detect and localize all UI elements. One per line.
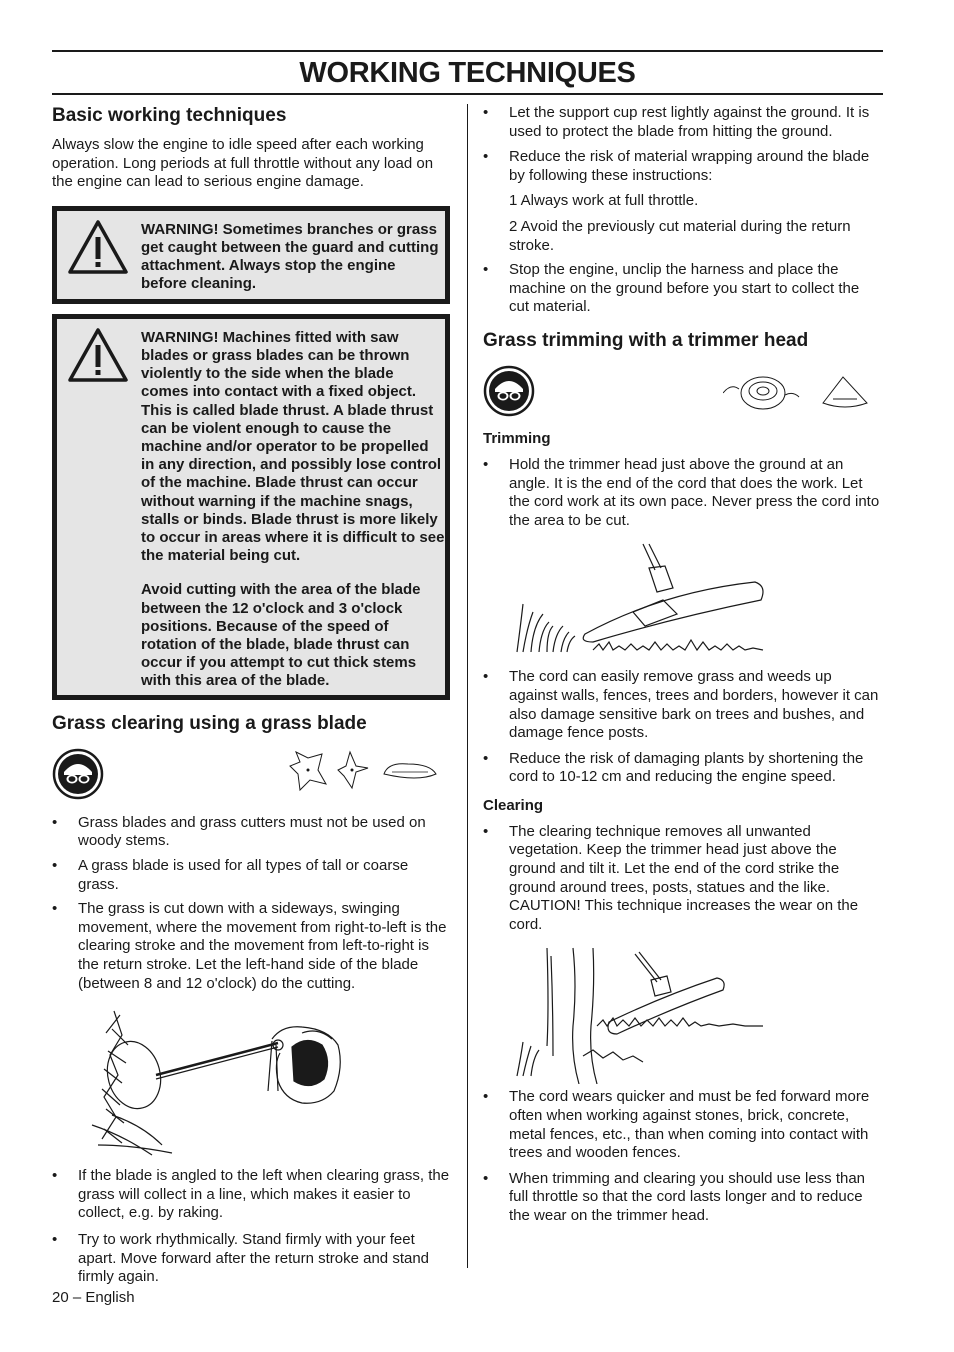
- grass-clearing-heading: Grass clearing using a grass blade: [52, 712, 367, 734]
- grass-blade-types-icon: [288, 748, 438, 794]
- instruction-step: 1 Always work at full throttle.: [509, 192, 699, 210]
- list-item: • The cord wears quicker and must be fed forward more often when working against stones, brick, concrete, metal fences, etc., than when coming into contact with trees and wooden fences.: [483, 1088, 883, 1162]
- list-item: • If the blade is angled to the left when clearing grass, the grass will collect in a line, which makes it easier to collect, e.g. by raking.: [52, 1167, 450, 1223]
- warning-blade-thrust-p2: Avoid cutting with the area of the blade between the 12 o'clock and 3 o'clock positions. Because of the speed of rotation of the blade, blade thrust can occur if you attempt to cut thick stems with this area of the blade.: [141, 581, 421, 690]
- column-divider: [467, 104, 468, 1268]
- list-item: • The clearing technique removes all unwanted vegetation. Keep the trimmer head just above the ground and tilt it. Let the end of the cord strike the ground around trees, posts, statues and the like. CAUTION! This technique increases the wear on the cord.: [483, 823, 883, 935]
- warning-box-branches: [52, 206, 450, 304]
- list-item: • When trimming and clearing you should use less than full throttle so that the cord lasts longer and to reduce the wear on the trimmer head.: [483, 1170, 883, 1226]
- grass-clearing-illustration: [52, 1001, 450, 1167]
- page-footer: 20 – English: [52, 1289, 135, 1306]
- clearing-bullets-2: [483, 1088, 883, 1225]
- basic-techniques-intro: Always slow the engine to idle speed after each working operation. Long periods at full throttle without any load on the engine can lead to serious engine damage.: [52, 136, 434, 191]
- warning-blade-thrust-p1: WARNING! Machines fitted with saw blades or grass blades can be thrown violently to the side when the blade comes into contact with a fixed object. This is called blade thrust. A blade thrust can be violent enough to cause the machine and/or operator to be propelled in any direction, and possibly lose control of the machine. Blade thrust can occur without warning if the machine snags, stalls or binds. Blade thrust is more likely to occur in areas where it is difficult to see the material being cut.: [141, 328, 445, 565]
- protective-equipment-icon: [483, 365, 535, 417]
- list-item: • Hold the trimmer head just above the ground at an angle. It is the end of the cord that does the work. Let the cord work at its own pace. Never press the cord into the area to be cut.: [483, 456, 883, 530]
- list-item: • Try to work rhythmically. Stand firmly with your feet apart. Move forward after the return stroke and stand firmly again.: [52, 1231, 450, 1287]
- trimmer-head-types-icon: [723, 371, 871, 415]
- trimming-subheading: Trimming: [483, 429, 551, 447]
- list-item: • Stop the engine, unclip the harness and place the machine on the ground before you start to collect the cut material.: [483, 261, 883, 317]
- list-item: • The cord can easily remove grass and weeds up against walls, fences, trees and borders, however it can also damage sensitive bark on trees and bushes, and damage fence posts.: [483, 668, 883, 742]
- right-column: [483, 104, 883, 1226]
- header-rule-top: [52, 50, 883, 52]
- trimming-bullets: [483, 456, 883, 530]
- list-item: • Grass blades and grass cutters must not be used on woody stems.: [52, 814, 450, 851]
- instruction-step: 2 Avoid the previously cut material during the return stroke.: [509, 217, 851, 254]
- trimmer-icons-row: [483, 365, 883, 423]
- list-item: • Reduce the risk of material wrapping around the blade by following these instructions:: [483, 148, 883, 185]
- page-title: WORKING TECHNIQUES: [299, 57, 636, 89]
- list-item: • The grass is cut down with a sideways, swinging movement, where the movement from right-to-left is the clearing stroke and the movement from left-to-right is the return stroke. Let the left-hand side of the blade (between 8 and 12 o'clock) do the cutting.: [52, 900, 450, 993]
- trimming-illustration: [483, 538, 883, 668]
- grass-clearing-bullets-2: [52, 1167, 450, 1287]
- basic-techniques-heading: Basic working techniques: [52, 105, 287, 126]
- warning-box-blade-thrust: [52, 314, 450, 700]
- warning-text-branches: WARNING! Sometimes branches or grass get caught between the guard and cutting attachment. Always stop the engine before cleaning.: [141, 220, 439, 293]
- list-item: • A grass blade is used for all types of tall or coarse grass.: [52, 857, 450, 894]
- trimming-bullets-2: [483, 668, 883, 787]
- clearing-illustration: [483, 942, 883, 1088]
- warning-triangle-icon: [67, 327, 129, 388]
- list-item: • Let the support cup rest lightly against the ground. It is used to protect the blade from hitting the ground.: [483, 104, 883, 141]
- list-item: • Reduce the risk of damaging plants by shortening the cord to 10-12 cm and reducing the engine speed.: [483, 750, 883, 787]
- grass-blade-icons-row: [52, 748, 450, 808]
- protective-equipment-icon: [52, 748, 104, 800]
- blade-bullets-top-2: [483, 261, 883, 317]
- header-rule-bottom: [52, 93, 883, 95]
- clearing-subheading: Clearing: [483, 796, 544, 814]
- blade-bullets-top: [483, 104, 883, 185]
- grass-clearing-bullets: [52, 814, 450, 993]
- clearing-bullets: [483, 823, 883, 935]
- trimmer-heading: Grass trimming with a trimmer head: [483, 329, 809, 351]
- warning-text-blade-thrust: [141, 319, 445, 691]
- warning-triangle-icon: [67, 219, 129, 280]
- left-column: [52, 102, 450, 1287]
